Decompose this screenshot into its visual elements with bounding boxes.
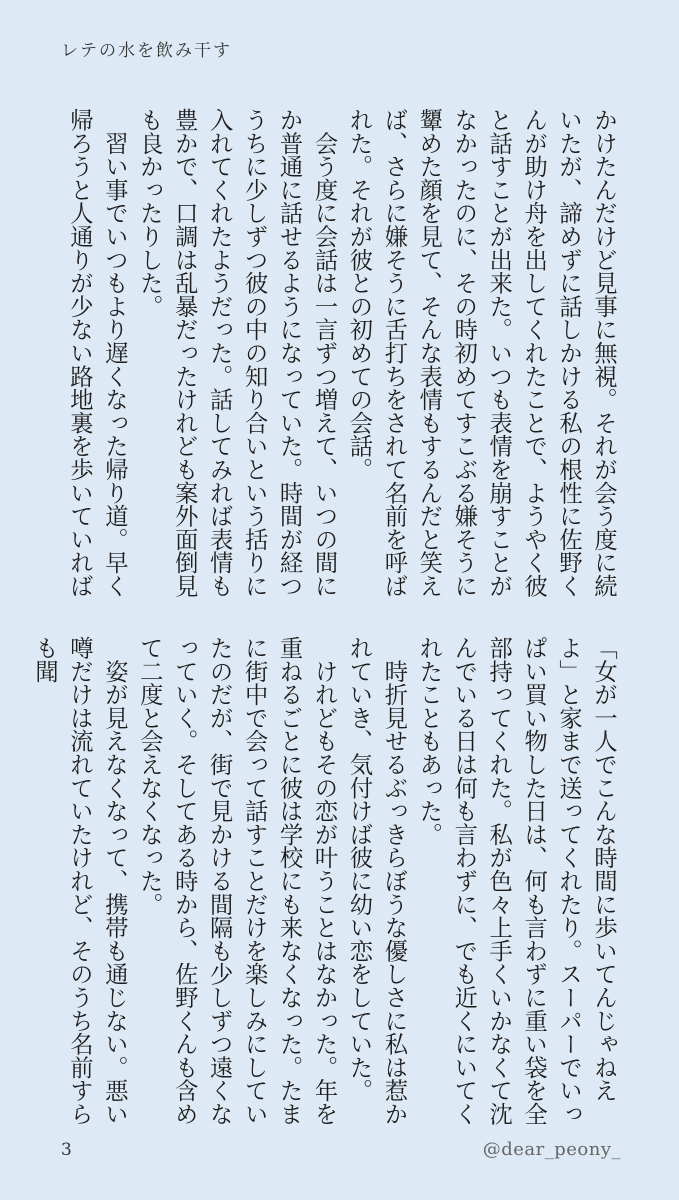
text-block-top: [60, 108, 620, 603]
paragraph: 「女が一人でこんな時間に歩いてんじゃねえよ」と家まで送ってくれたり。スーパーでいっぱい買い物した日は、何も言わずに重い袋を全部持ってくれた。私が色々上手くいかなくて沈んでいる日は何も言わずに、でも近くにいてくれたこともあった。: [415, 636, 617, 1126]
page-number: 3: [61, 1140, 72, 1160]
document-title: レテの水を飲み干す: [61, 41, 232, 61]
paragraph: かけたんだけど見事に無視。それが会う度に続いたが、諦めずに話しかける私の根性に佐野くんが助け舟を出してくれたことで、ようやく彼と話すことが出来た。いつも表情を崩すことがなかったのに、その時初めてすこぶる嫌そうに顰めた顔を見て、そんな表情もするんだと笑えば、さらに嫌そうに舌打ちをされて名前を呼ばれた。それが彼との初めての会話。: [345, 108, 617, 598]
author-handle: @dear_peony_: [482, 1139, 621, 1160]
paragraph: 習い事でいつもより遅くなった帰り道。早く帰ろうと人通りが少ない路地裏を歩いていれば: [65, 108, 128, 598]
paragraph: 会う度に会話は一言ずつ増えて、いつの間にか普通に話せるようになっていた。時間が経つうちに少しずつ彼の中の知り合いという括りに入れてくれたようだった。話してみれば表情も豊かで、口調は乱暴だったけれども案外面倒見も良かったりした。: [135, 108, 338, 598]
paragraph: 姿が見えなくなって、携帯も通じない。悪い噂だけは流れていたけれど、そのうち名前すらも聞: [31, 636, 128, 1126]
paragraph: けれどもその恋が叶うことはなかった。年を重ねるごとに彼は学校にも来なくなった。たまに街中で会って話すことだけを楽しみにしていたのだが、街で見かける間隔も少しずつ遠くなっていく。そしてある時から、佐野くんも含めて二度と会えなくなった。: [135, 636, 338, 1126]
text-block-bottom: [31, 636, 620, 1131]
paragraph: 時折見せるぶっきらぼうな優しさに私は惹かれていき、気付けば彼に幼い恋をしていた。: [345, 636, 408, 1126]
